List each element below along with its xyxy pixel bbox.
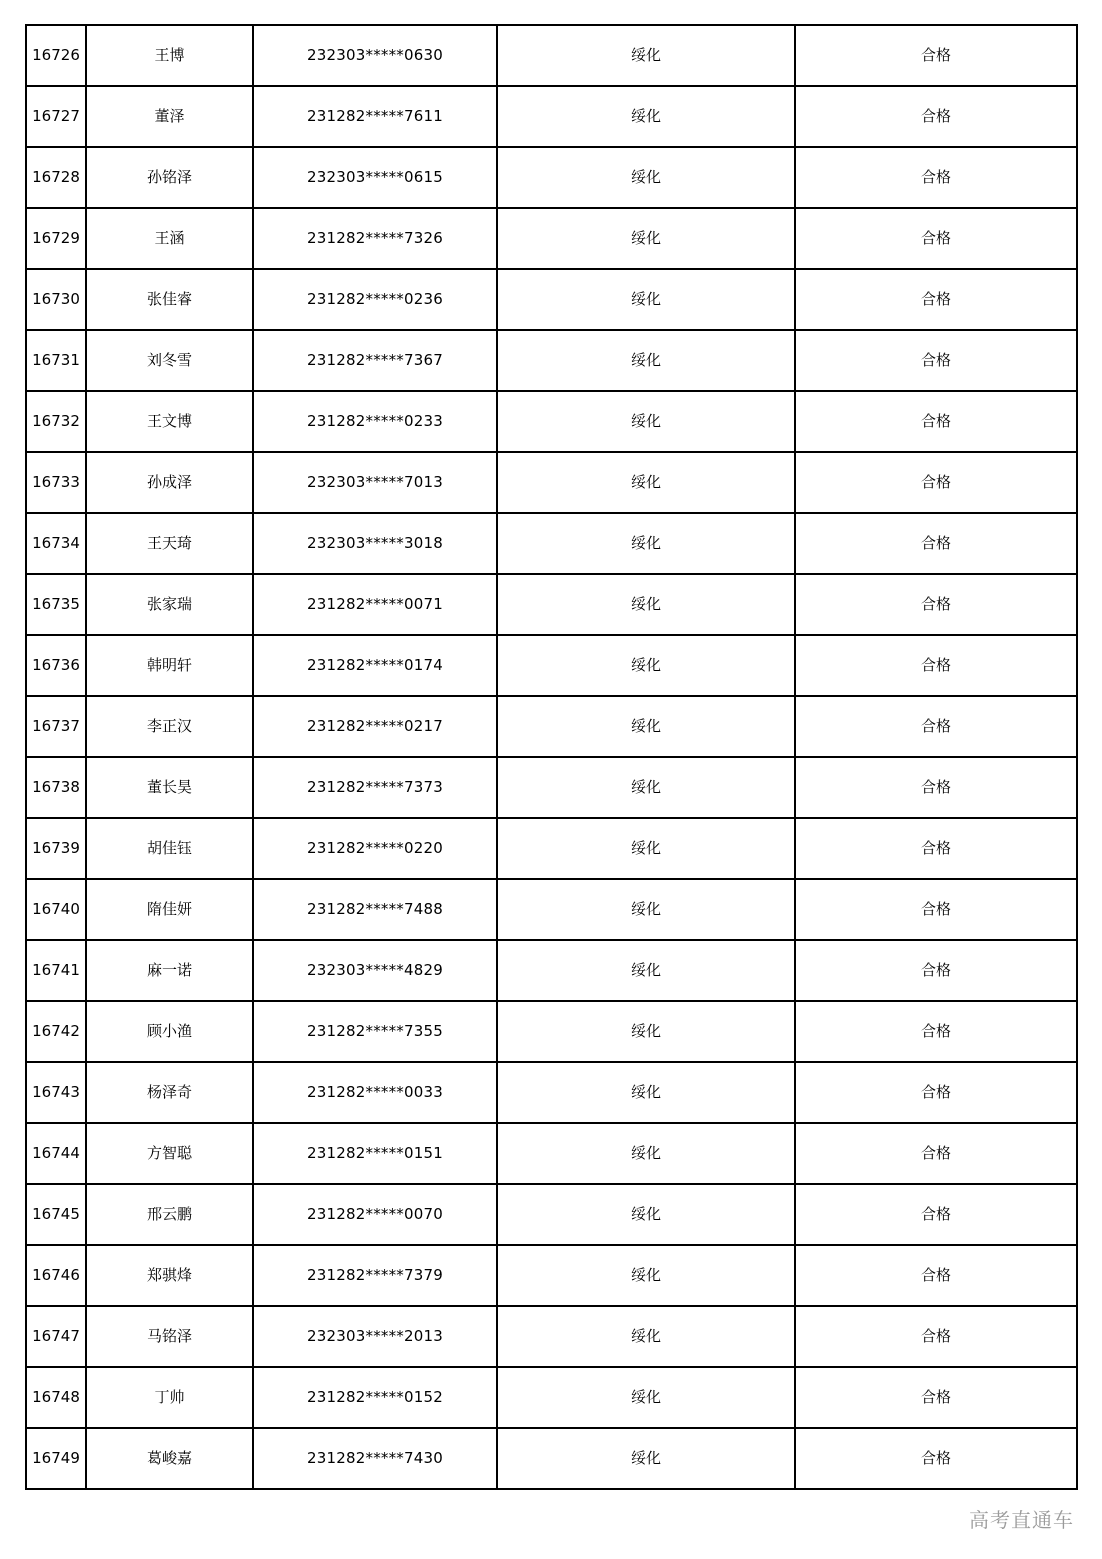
result-cell: 合格 — [795, 86, 1077, 147]
roster-table-body — [26, 25, 1077, 1489]
id-number-cell: 231282*****0217 — [253, 696, 497, 757]
region-cell: 绥化 — [497, 147, 795, 208]
candidate-name-cell: 郑骐烽 — [86, 1245, 253, 1306]
table-row — [26, 696, 1077, 757]
row-number-cell: 16738 — [26, 757, 86, 818]
region-cell: 绥化 — [497, 635, 795, 696]
row-number-cell: 16741 — [26, 940, 86, 1001]
candidate-name-cell: 孙铭泽 — [86, 147, 253, 208]
table-row — [26, 757, 1077, 818]
candidate-name-cell: 王涵 — [86, 208, 253, 269]
table-row — [26, 1184, 1077, 1245]
result-cell: 合格 — [795, 208, 1077, 269]
id-number-cell: 232303*****2013 — [253, 1306, 497, 1367]
id-number-cell: 231282*****7326 — [253, 208, 497, 269]
result-cell: 合格 — [795, 1367, 1077, 1428]
result-cell: 合格 — [795, 269, 1077, 330]
table-row — [26, 208, 1077, 269]
id-number-cell: 231282*****7367 — [253, 330, 497, 391]
region-cell: 绥化 — [497, 757, 795, 818]
result-cell: 合格 — [795, 757, 1077, 818]
row-number-cell: 16727 — [26, 86, 86, 147]
table-row — [26, 940, 1077, 1001]
table-row — [26, 147, 1077, 208]
result-cell: 合格 — [795, 635, 1077, 696]
result-cell: 合格 — [795, 1123, 1077, 1184]
row-number-cell: 16735 — [26, 574, 86, 635]
candidate-name-cell: 王文博 — [86, 391, 253, 452]
region-cell: 绥化 — [497, 696, 795, 757]
watermark: 高考直通车 — [969, 1508, 1074, 1532]
candidate-name-cell: 董长昊 — [86, 757, 253, 818]
result-cell: 合格 — [795, 330, 1077, 391]
region-cell: 绥化 — [497, 1245, 795, 1306]
row-number-cell: 16726 — [26, 25, 86, 86]
candidate-name-cell: 葛峻嘉 — [86, 1428, 253, 1489]
row-number-cell: 16737 — [26, 696, 86, 757]
row-number-cell: 16744 — [26, 1123, 86, 1184]
result-cell: 合格 — [795, 879, 1077, 940]
id-number-cell: 232303*****7013 — [253, 452, 497, 513]
table-row — [26, 1367, 1077, 1428]
region-cell: 绥化 — [497, 879, 795, 940]
region-cell: 绥化 — [497, 1306, 795, 1367]
row-number-cell: 16747 — [26, 1306, 86, 1367]
id-number-cell: 231282*****0220 — [253, 818, 497, 879]
region-cell: 绥化 — [497, 1184, 795, 1245]
region-cell: 绥化 — [497, 25, 795, 86]
id-number-cell: 231282*****7355 — [253, 1001, 497, 1062]
candidate-name-cell: 胡佳钰 — [86, 818, 253, 879]
result-cell: 合格 — [795, 1184, 1077, 1245]
table-row — [26, 86, 1077, 147]
candidate-name-cell: 马铭泽 — [86, 1306, 253, 1367]
row-number-cell: 16731 — [26, 330, 86, 391]
region-cell: 绥化 — [497, 513, 795, 574]
id-number-cell: 231282*****7430 — [253, 1428, 497, 1489]
region-cell: 绥化 — [497, 1123, 795, 1184]
result-cell: 合格 — [795, 696, 1077, 757]
region-cell: 绥化 — [497, 1001, 795, 1062]
row-number-cell: 16729 — [26, 208, 86, 269]
id-number-cell: 231282*****7379 — [253, 1245, 497, 1306]
table-row — [26, 1245, 1077, 1306]
id-number-cell: 232303*****3018 — [253, 513, 497, 574]
id-number-cell: 231282*****0233 — [253, 391, 497, 452]
region-cell: 绥化 — [497, 940, 795, 1001]
candidate-name-cell: 邢云鹏 — [86, 1184, 253, 1245]
result-cell: 合格 — [795, 513, 1077, 574]
candidate-name-cell: 韩明轩 — [86, 635, 253, 696]
result-cell: 合格 — [795, 818, 1077, 879]
id-number-cell: 231282*****7488 — [253, 879, 497, 940]
candidate-name-cell: 王博 — [86, 25, 253, 86]
result-cell: 合格 — [795, 391, 1077, 452]
table-row — [26, 879, 1077, 940]
roster-sheet — [25, 24, 1076, 1490]
roster-table — [25, 24, 1078, 1490]
id-number-cell: 231282*****0070 — [253, 1184, 497, 1245]
row-number-cell: 16748 — [26, 1367, 86, 1428]
row-number-cell: 16733 — [26, 452, 86, 513]
table-row — [26, 452, 1077, 513]
candidate-name-cell: 顾小渔 — [86, 1001, 253, 1062]
candidate-name-cell: 方智聪 — [86, 1123, 253, 1184]
region-cell: 绥化 — [497, 330, 795, 391]
candidate-name-cell: 张佳睿 — [86, 269, 253, 330]
candidate-name-cell: 麻一诺 — [86, 940, 253, 1001]
candidate-name-cell: 王天琦 — [86, 513, 253, 574]
id-number-cell: 231282*****0174 — [253, 635, 497, 696]
table-row — [26, 25, 1077, 86]
region-cell: 绥化 — [497, 86, 795, 147]
table-row — [26, 1123, 1077, 1184]
row-number-cell: 16736 — [26, 635, 86, 696]
row-number-cell: 16739 — [26, 818, 86, 879]
region-cell: 绥化 — [497, 574, 795, 635]
candidate-name-cell: 隋佳妍 — [86, 879, 253, 940]
region-cell: 绥化 — [497, 208, 795, 269]
row-number-cell: 16730 — [26, 269, 86, 330]
id-number-cell: 231282*****0151 — [253, 1123, 497, 1184]
region-cell: 绥化 — [497, 269, 795, 330]
row-number-cell: 16740 — [26, 879, 86, 940]
region-cell: 绥化 — [497, 818, 795, 879]
candidate-name-cell: 丁帅 — [86, 1367, 253, 1428]
candidate-name-cell: 董泽 — [86, 86, 253, 147]
result-cell: 合格 — [795, 147, 1077, 208]
id-number-cell: 231282*****0236 — [253, 269, 497, 330]
result-cell: 合格 — [795, 574, 1077, 635]
region-cell: 绥化 — [497, 1428, 795, 1489]
result-cell: 合格 — [795, 1062, 1077, 1123]
id-number-cell: 231282*****7373 — [253, 757, 497, 818]
candidate-name-cell: 孙成泽 — [86, 452, 253, 513]
table-row — [26, 513, 1077, 574]
row-number-cell: 16743 — [26, 1062, 86, 1123]
result-cell: 合格 — [795, 25, 1077, 86]
row-number-cell: 16746 — [26, 1245, 86, 1306]
region-cell: 绥化 — [497, 452, 795, 513]
table-row — [26, 330, 1077, 391]
table-row — [26, 269, 1077, 330]
candidate-name-cell: 刘冬雪 — [86, 330, 253, 391]
result-cell: 合格 — [795, 940, 1077, 1001]
result-cell: 合格 — [795, 1001, 1077, 1062]
table-row — [26, 574, 1077, 635]
id-number-cell: 232303*****0630 — [253, 25, 497, 86]
result-cell: 合格 — [795, 1428, 1077, 1489]
result-cell: 合格 — [795, 1306, 1077, 1367]
table-row — [26, 391, 1077, 452]
table-row — [26, 1062, 1077, 1123]
id-number-cell: 231282*****7611 — [253, 86, 497, 147]
row-number-cell: 16745 — [26, 1184, 86, 1245]
table-row — [26, 1001, 1077, 1062]
table-row — [26, 1306, 1077, 1367]
id-number-cell: 231282*****0152 — [253, 1367, 497, 1428]
row-number-cell: 16734 — [26, 513, 86, 574]
id-number-cell: 232303*****0615 — [253, 147, 497, 208]
id-number-cell: 231282*****0071 — [253, 574, 497, 635]
region-cell: 绥化 — [497, 1062, 795, 1123]
id-number-cell: 232303*****4829 — [253, 940, 497, 1001]
candidate-name-cell: 杨泽奇 — [86, 1062, 253, 1123]
table-row — [26, 635, 1077, 696]
region-cell: 绥化 — [497, 391, 795, 452]
candidate-name-cell: 张家瑞 — [86, 574, 253, 635]
result-cell: 合格 — [795, 452, 1077, 513]
result-cell: 合格 — [795, 1245, 1077, 1306]
row-number-cell: 16749 — [26, 1428, 86, 1489]
candidate-name-cell: 李正汉 — [86, 696, 253, 757]
table-row — [26, 818, 1077, 879]
row-number-cell: 16732 — [26, 391, 86, 452]
table-row — [26, 1428, 1077, 1489]
region-cell: 绥化 — [497, 1367, 795, 1428]
row-number-cell: 16742 — [26, 1001, 86, 1062]
row-number-cell: 16728 — [26, 147, 86, 208]
id-number-cell: 231282*****0033 — [253, 1062, 497, 1123]
